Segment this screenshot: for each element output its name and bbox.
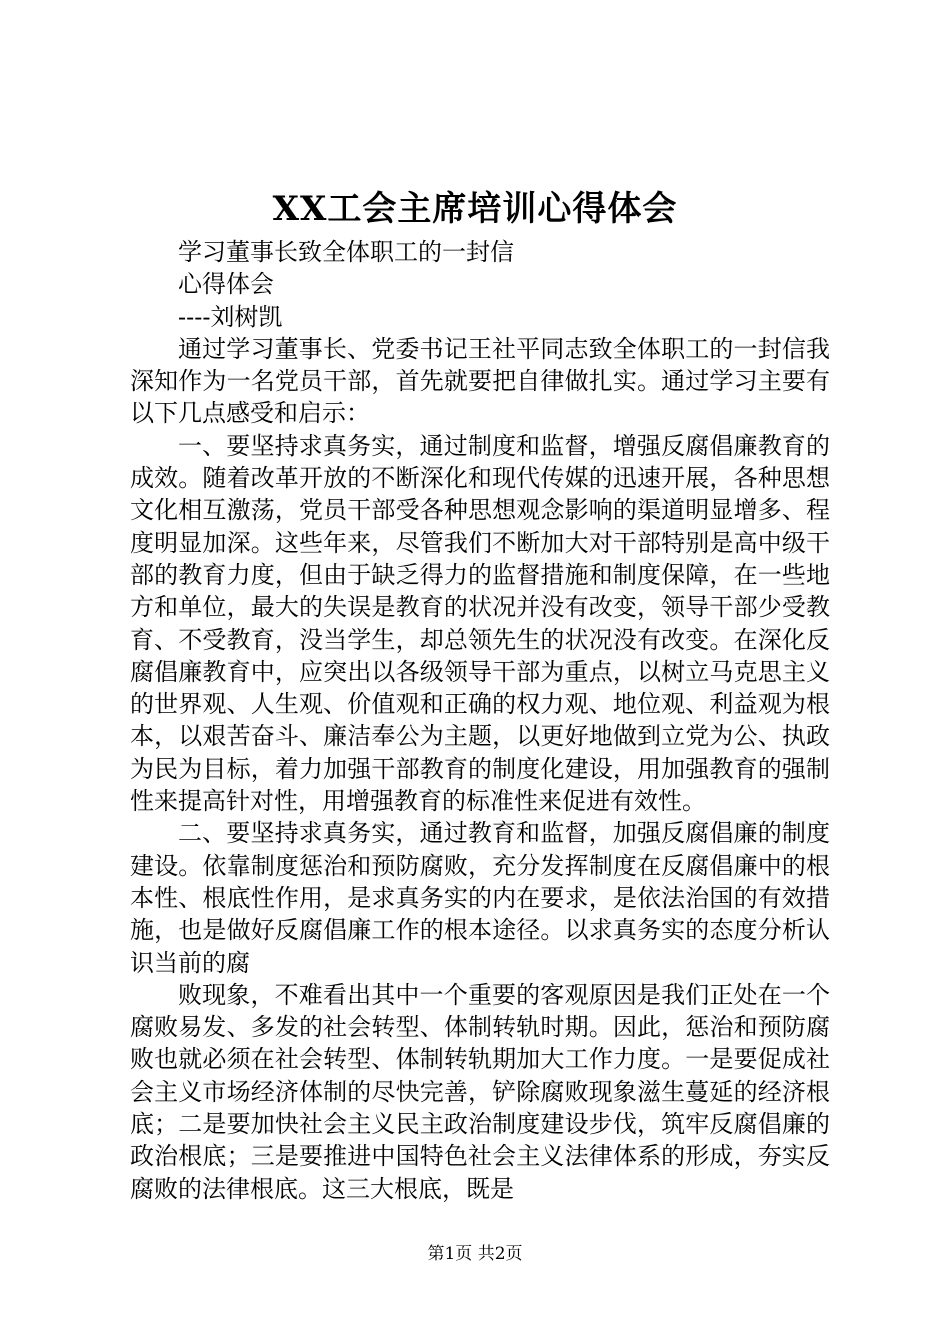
author-line: ----刘树凯 <box>178 302 283 331</box>
subtitle-line: 学习董事长致全体职工的一封信 <box>178 238 514 266</box>
document-body <box>130 236 830 1205</box>
paragraph: 通过学习董事长、党委书记王社平同志致全体职工的一封信我深知作为一名党员干部，首先就要把自律做扎实。通过学习主要有以下几点感受和启示： <box>130 334 830 428</box>
paragraph: 败现象，不难看出其中一个重要的客观原因是我们正处在一个腐败易发、多发的社会转型、体制转轨时期。因此，惩治和预防腐败也就必须在社会转型、体制转轨期加大工作力度。一是要促成社会主义市场经济体制的尽快完善，铲除腐败现象滋生蔓延的经济根底；二是要加快社会主义民主政治制度建设步伐，筑牢反腐倡廉的政治根底；三是要推进中国特色社会主义法律体系的形成，夯实反腐败的法律根底。这三大根底，既是 <box>130 980 830 1203</box>
subtitle-line: 心得体会 <box>178 270 274 299</box>
document-title: XX工会主席培训心得体会 <box>272 189 678 229</box>
paragraph: 一、要坚持求真务实，通过制度和监督，增强反腐倡廉教育的成效。随着改革开放的不断深化和现代传媒的迅速开展，各种思想文化相互激荡，党员干部受各种思想观念影响的渠道明显增多、程度明显加深。这些年来，尽管我们不断加大对干部特别是高中级干部的教育力度，但由于缺乏得力的监督措施和制度保障，在一些地方和单位，最大的失误是教育的状况并没有改变，领导干部少受教育、不受教育，没当学生，却总领先生的状况没有改变。在深化反腐倡廉教育中，应突出以各级领导干部为重点，以树立马克思主义的世界观、人生观、价值观和正确的权力观、地位观、利益观为根本，以艰苦奋斗、廉洁奉公为主题，以更好地做到立党为公、执政为民为目标，着力加强干部教育的制度化建设，用加强教育的强制性来提高针对性，用增强教育的标准性来促进有效性。 <box>130 431 830 816</box>
paragraph: 二、要坚持求真务实，通过教育和监督，加强反腐倡廉的制度建设。依靠制度惩治和预防腐败，充分发挥制度在反腐倡廉中的根本性、根底性作用，是求真务实的内在要求，是依法治国的有效措施，也是做好反腐倡廉工作的根本途径。以求真务实的态度分析认识当前的腐 <box>130 819 830 977</box>
page-footer: 第1页 共2页 <box>427 1244 523 1264</box>
